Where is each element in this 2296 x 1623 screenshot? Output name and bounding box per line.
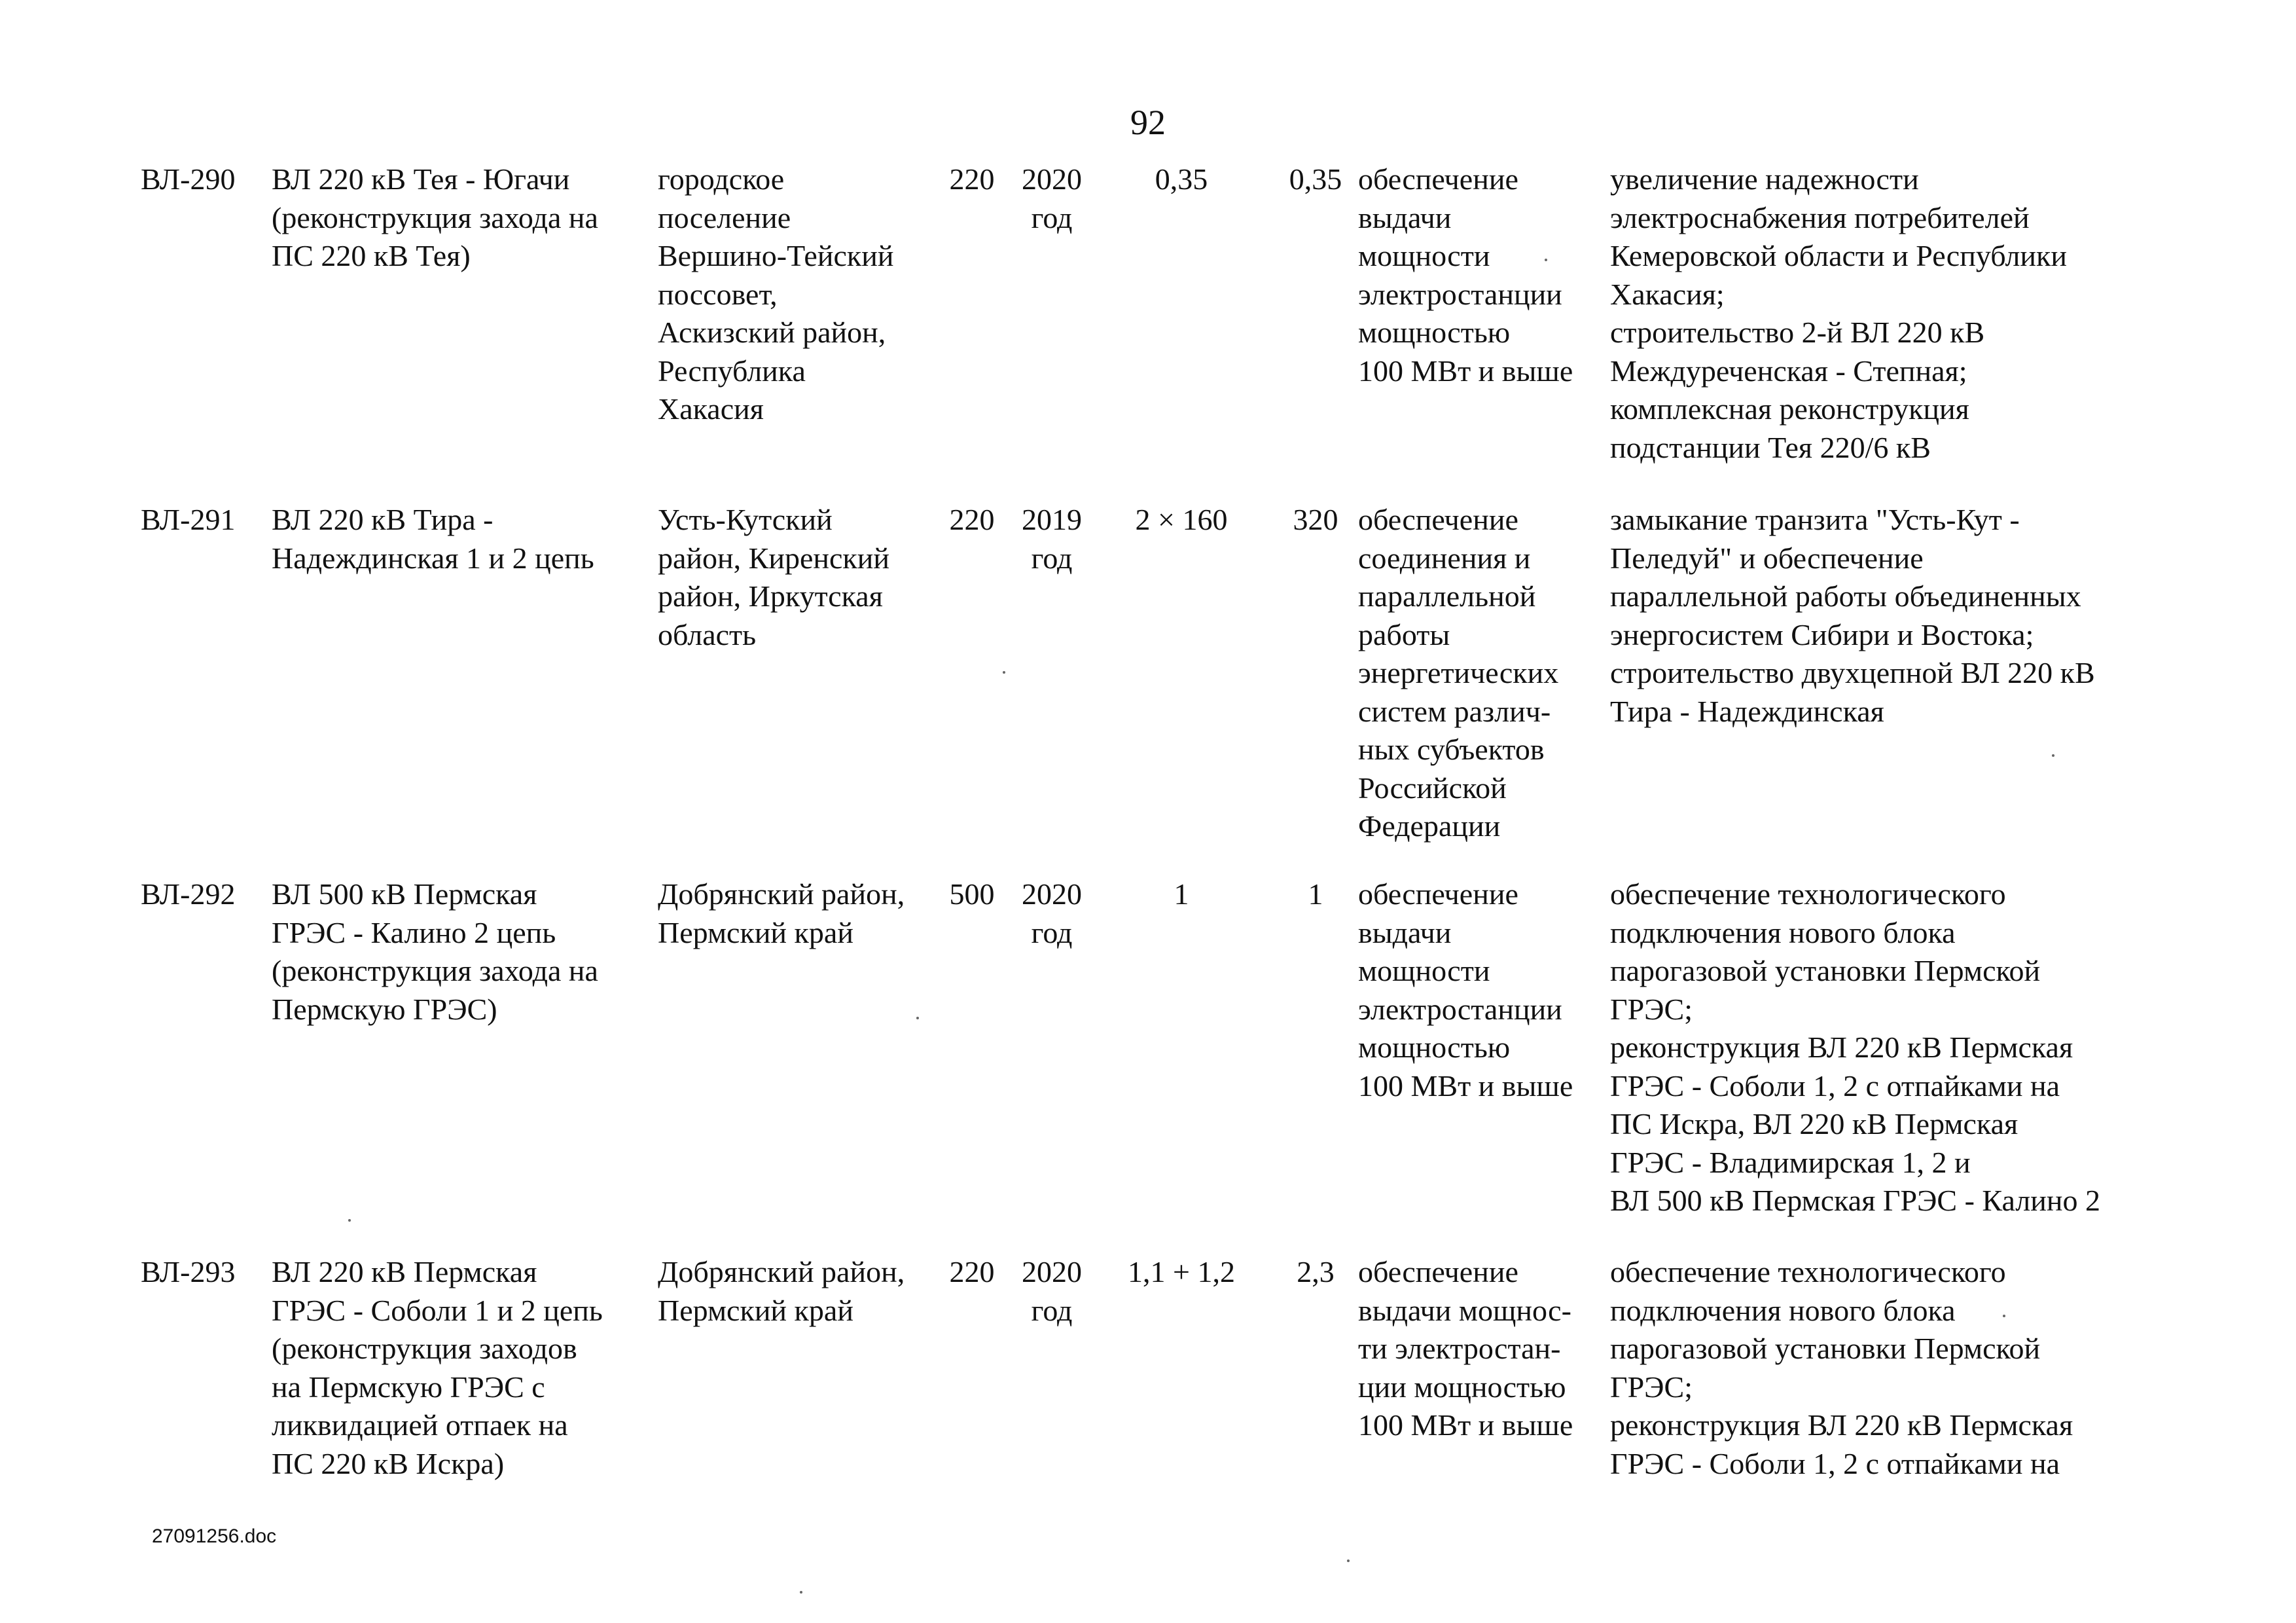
text-line: ГРЭС - Калино 2 цепь xyxy=(272,915,556,949)
text-line: обеспечение технологического xyxy=(1610,1255,2006,1288)
text-line: параллельной xyxy=(1358,579,1536,613)
text-line: год xyxy=(1031,915,1073,949)
line-voltage: 220 xyxy=(949,1255,995,1288)
text-line: 2020 xyxy=(1022,162,1082,196)
text-line: поселение xyxy=(658,200,791,234)
text-line: 2020 xyxy=(1022,877,1082,911)
text-line: Пермский край xyxy=(658,1293,853,1327)
line-justification xyxy=(1610,160,2173,467)
line-justification xyxy=(1610,875,2173,1220)
text-line: ВЛ 500 кВ Пермская xyxy=(272,877,537,911)
power-lines-table xyxy=(141,160,2157,1502)
table-row xyxy=(141,1253,2157,1502)
text-line: городское xyxy=(658,162,785,196)
text-line: ВЛ 220 кВ Пермская xyxy=(272,1255,537,1288)
text-line: Усть-Кутский xyxy=(658,503,833,536)
text-line: год xyxy=(1031,541,1073,575)
line-code: ВЛ-291 xyxy=(141,503,236,536)
text-line: параллельной работы объединенных xyxy=(1610,579,2081,613)
text-line: ГРЭС - Соболи 1, 2 с отпайками на xyxy=(1610,1446,2060,1480)
line-name xyxy=(272,160,651,276)
text-line: Тира - Надеждинская xyxy=(1610,694,1884,728)
text-line: Междуреченская - Степная; xyxy=(1610,354,1967,388)
text-line: мощностью xyxy=(1358,316,1511,349)
text-line: год xyxy=(1031,1293,1073,1327)
table-row xyxy=(141,160,2157,501)
text-line: комплексная реконструкция xyxy=(1610,392,1969,426)
text-line: мощности xyxy=(1358,239,1490,272)
text-line: Хакасия xyxy=(658,392,764,426)
text-line: Надеждинская 1 и 2 цепь xyxy=(272,541,594,575)
text-line: парогазовой установки Пермской xyxy=(1610,954,2041,987)
text-line: парогазовой установки Пермской xyxy=(1610,1332,2041,1365)
text-line: обеспечение xyxy=(1358,162,1518,196)
text-line: Пермский край xyxy=(658,915,853,949)
line-total: 0,35 xyxy=(1289,162,1342,196)
text-line: реконструкция ВЛ 220 кВ Пермская xyxy=(1610,1030,2073,1064)
line-code: ВЛ-292 xyxy=(141,877,236,911)
text-line: ПС 220 кВ Тея) xyxy=(272,239,471,272)
line-justification xyxy=(1610,1253,2173,1483)
text-line: систем различ- xyxy=(1358,694,1551,728)
text-line: Кемеровской области и Республики xyxy=(1610,239,2068,272)
text-line: выдачи мощнос- xyxy=(1358,1293,1571,1327)
line-total: 2,3 xyxy=(1297,1255,1335,1288)
text-line: поссовет, xyxy=(658,277,778,311)
text-line: Российской xyxy=(1358,771,1507,805)
text-line: 100 МВт и выше xyxy=(1358,1408,1573,1442)
text-line: ции мощностью xyxy=(1358,1370,1566,1404)
text-line: ГРЭС - Владимирская 1, 2 и xyxy=(1610,1145,1971,1179)
text-line: ГРЭС; xyxy=(1610,1370,1693,1404)
text-line: электростанции xyxy=(1358,992,1562,1026)
text-line: соединения и xyxy=(1358,541,1531,575)
text-line: мощностью xyxy=(1358,1030,1511,1064)
line-voltage: 220 xyxy=(949,503,995,536)
line-code: ВЛ-290 xyxy=(141,162,236,196)
text-line: Добрянский район, xyxy=(658,1255,905,1288)
line-justification xyxy=(1610,501,2173,731)
text-line: (реконструкция заходов xyxy=(272,1332,577,1365)
text-line: обеспечение xyxy=(1358,503,1518,536)
line-name xyxy=(272,501,651,577)
text-line: Федерации xyxy=(1358,809,1501,843)
line-length: 1 xyxy=(1174,877,1189,911)
table-row xyxy=(141,501,2157,875)
text-line: год xyxy=(1031,200,1073,234)
text-line: ВЛ 500 кВ Пермская ГРЭС - Калино 2 xyxy=(1610,1184,2100,1217)
text-line: ГРЭС - Соболи 1, 2 с отпайками на xyxy=(1610,1068,2060,1103)
table-row xyxy=(141,875,2157,1253)
text-line: Пеледуй" и обеспечение xyxy=(1610,541,1924,575)
text-line: район, Киренский xyxy=(658,541,889,575)
text-line: ПС Искра, ВЛ 220 кВ Пермская xyxy=(1610,1107,2018,1140)
text-line: энергосистем Сибири и Востока; xyxy=(1610,617,2034,651)
text-line: 100 МВт и выше xyxy=(1358,1068,1573,1103)
document-filename: 27091256.doc xyxy=(152,1525,277,1547)
text-line: обеспечение xyxy=(1358,877,1518,911)
text-line: 100 МВт и выше xyxy=(1358,354,1573,388)
text-line: 2020 xyxy=(1022,1255,1082,1288)
text-line: выдачи xyxy=(1358,915,1452,949)
text-line: замыкание транзита "Усть-Кут - xyxy=(1610,503,2020,536)
line-year xyxy=(1013,1253,1091,1330)
text-line: подстанции Тея 220/6 кВ xyxy=(1610,430,1931,464)
text-line: электростанции xyxy=(1358,277,1562,311)
text-line: ПС 220 кВ Искра) xyxy=(272,1446,505,1480)
text-line: работы xyxy=(1358,617,1450,651)
line-length: 1,1 + 1,2 xyxy=(1128,1255,1235,1288)
text-line: Аскизский район, xyxy=(658,316,886,349)
text-line: ликвидацией отпаек на xyxy=(272,1408,568,1442)
line-year xyxy=(1013,501,1091,577)
line-purpose xyxy=(1358,1253,1607,1445)
text-line: Добрянский район, xyxy=(658,877,905,911)
line-voltage: 220 xyxy=(949,162,995,196)
line-purpose xyxy=(1358,160,1607,390)
text-line: (реконструкция захода на xyxy=(272,954,598,987)
text-line: Хакасия; xyxy=(1610,277,1725,311)
line-length: 0,35 xyxy=(1155,162,1208,196)
text-line: (реконструкция захода на xyxy=(272,200,598,234)
text-line: ГРЭС; xyxy=(1610,992,1693,1026)
line-voltage: 500 xyxy=(949,877,995,911)
line-location xyxy=(658,501,939,654)
line-total: 1 xyxy=(1308,877,1323,911)
text-line: строительство двухцепной ВЛ 220 кВ xyxy=(1610,656,2095,689)
line-location xyxy=(658,160,939,429)
text-line: обеспечение технологического xyxy=(1610,877,2006,911)
text-line: на Пермскую ГРЭС с xyxy=(272,1370,545,1404)
line-year xyxy=(1013,160,1091,237)
text-line: подключения нового блока xyxy=(1610,1293,1956,1327)
text-line: энергетических xyxy=(1358,656,1559,689)
text-line: реконструкция ВЛ 220 кВ Пермская xyxy=(1610,1408,2073,1442)
text-line: подключения нового блока xyxy=(1610,915,1956,949)
text-line: Пермскую ГРЭС) xyxy=(272,992,497,1026)
page-number: 92 xyxy=(1130,103,1166,142)
text-line: ВЛ 220 кВ Тира - xyxy=(272,503,493,536)
line-year xyxy=(1013,875,1091,952)
text-line: ти электростан- xyxy=(1358,1332,1561,1365)
line-length: 2 × 160 xyxy=(1135,503,1228,536)
text-line: электроснабжения потребителей xyxy=(1610,200,2030,234)
text-line: увеличение надежности xyxy=(1610,162,1919,196)
text-line: ВЛ 220 кВ Тея - Югачи xyxy=(272,162,570,196)
text-line: ных субъектов xyxy=(1358,733,1545,766)
text-line: Вершино-Тейский xyxy=(658,239,894,272)
line-name xyxy=(272,875,651,1029)
line-code: ВЛ-293 xyxy=(141,1255,236,1288)
text-line: 2019 xyxy=(1022,503,1082,536)
text-line: мощности xyxy=(1358,954,1490,987)
line-total: 320 xyxy=(1293,503,1338,536)
line-purpose xyxy=(1358,501,1607,846)
text-line: ГРЭС - Соболи 1 и 2 цепь xyxy=(272,1293,603,1327)
text-line: область xyxy=(658,617,757,651)
text-line: обеспечение xyxy=(1358,1255,1518,1288)
text-line: строительство 2-й ВЛ 220 кВ xyxy=(1610,316,1985,349)
text-line: выдачи xyxy=(1358,200,1452,234)
line-location xyxy=(658,875,939,952)
line-purpose xyxy=(1358,875,1607,1105)
line-name xyxy=(272,1253,651,1483)
text-line: район, Иркутская xyxy=(658,579,883,613)
line-location xyxy=(658,1253,939,1330)
text-line: Республика xyxy=(658,354,806,388)
